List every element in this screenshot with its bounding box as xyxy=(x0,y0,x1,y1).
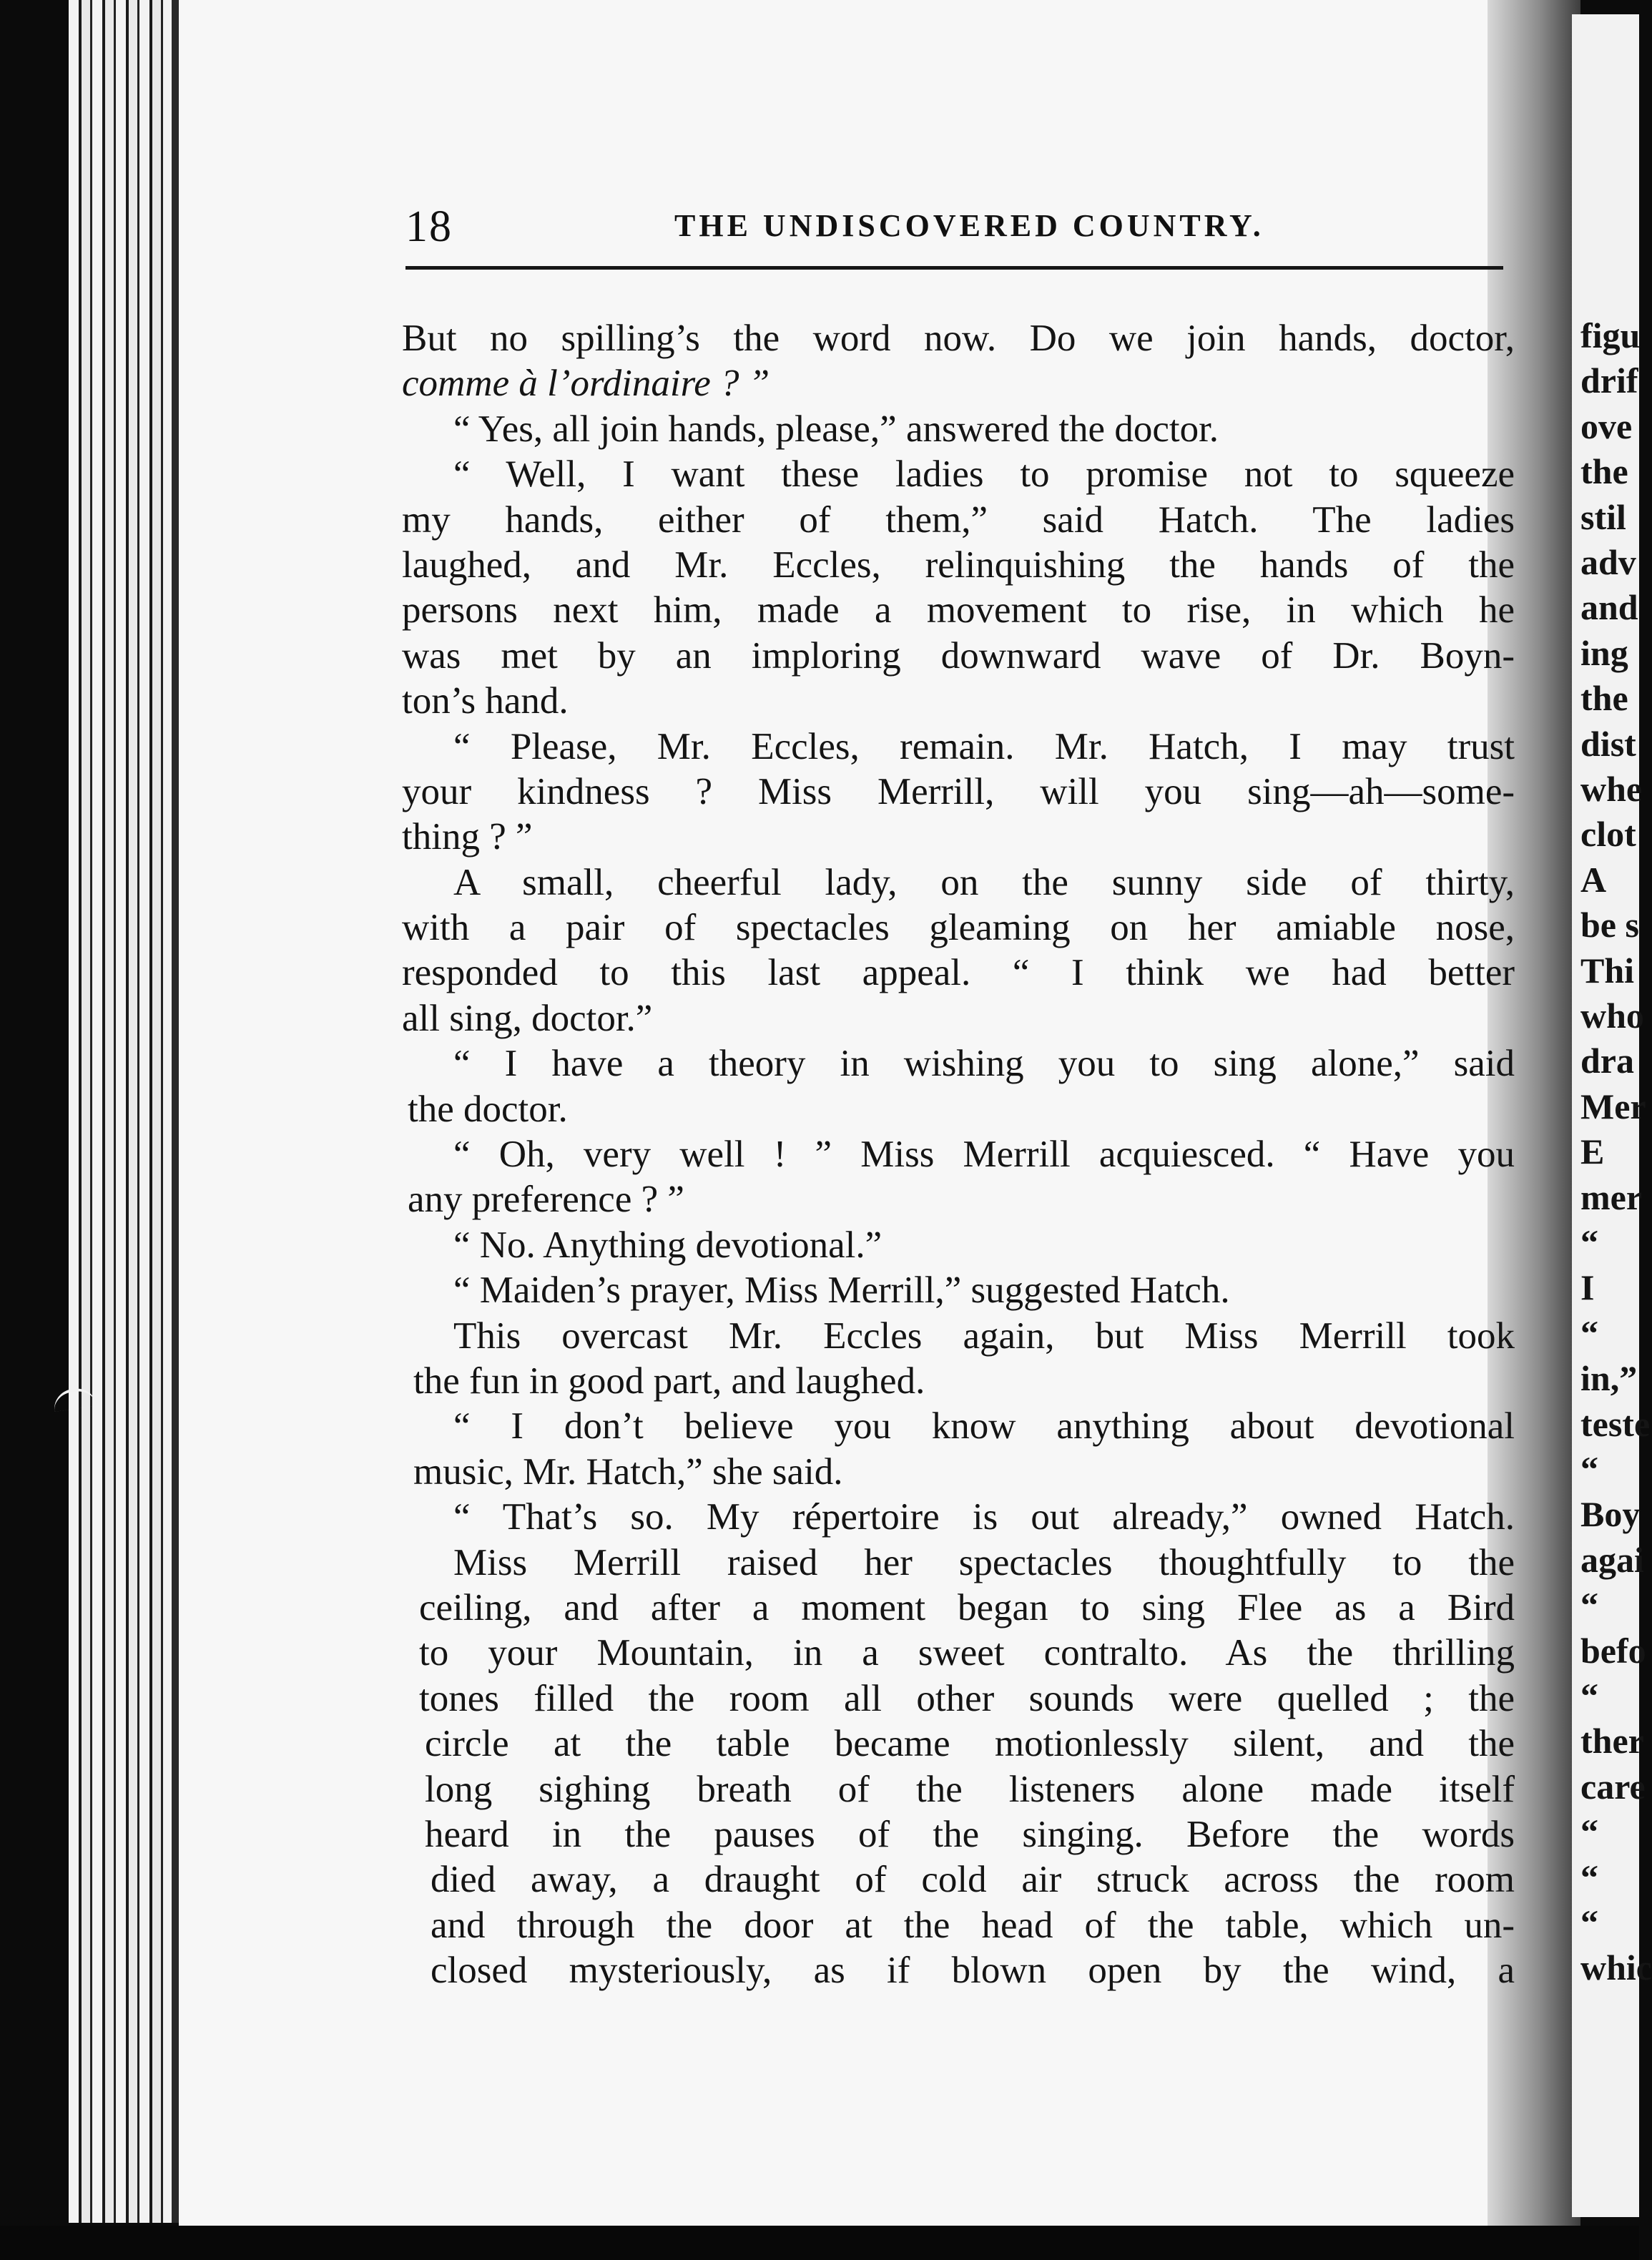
text-line: laughed, and Mr. Eccles, relinquishing the hands of the xyxy=(402,544,1515,586)
text-line: any preference ? ” xyxy=(408,1179,684,1221)
facing-page-fragment: and xyxy=(1580,587,1638,628)
facing-page-fragment: “ xyxy=(1580,1585,1598,1626)
facing-page-fragment: I xyxy=(1580,1267,1595,1308)
text-line: ceiling, and after a moment began to sing Flee as a Bird xyxy=(419,1586,1515,1628)
facing-page-fragment: “ xyxy=(1580,1902,1598,1942)
page-number: 18 xyxy=(405,202,453,251)
header-rule xyxy=(405,266,1503,270)
text-line: Miss Merrill raised her spectacles thoughtfully to the xyxy=(453,1541,1515,1583)
text-line: all sing, doctor.” xyxy=(402,997,653,1039)
facing-page-fragment: dist xyxy=(1580,723,1636,764)
facing-page xyxy=(1572,14,1652,2217)
facing-page-fragment: the xyxy=(1580,451,1628,492)
text-line: persons next him, made a movement to rise, in which he xyxy=(402,589,1515,632)
facing-page-fragment: “ xyxy=(1580,1857,1598,1897)
text-line: to your Mountain, in a sweet contralto. As the thrilling xyxy=(419,1632,1515,1674)
facing-page-fragment: care xyxy=(1580,1766,1646,1807)
text-line: “ Oh, very well ! ” Miss Merrill acquiesced. “ Have you xyxy=(453,1134,1515,1176)
text-line: “ No. Anything devotional.” xyxy=(453,1224,882,1266)
text-line: your kindness ? Miss Merrill, will you sing—ah—some- xyxy=(402,770,1515,812)
text-line: “ I don’t believe you know anything about devotional xyxy=(453,1405,1515,1448)
facing-page-fragment: agai xyxy=(1580,1539,1644,1580)
text-line: my hands, either of them,” said Hatch. The ladies xyxy=(402,498,1515,541)
text-line: and through the door at the head of the table, which un- xyxy=(431,1904,1515,1946)
facing-page-fragment: “ xyxy=(1580,1449,1598,1489)
text-line: music, Mr. Hatch,” she said. xyxy=(413,1450,843,1493)
running-title: THE UNDISCOVERED COUNTRY. xyxy=(674,208,1264,243)
text-line: “ Maiden’s prayer, Miss Merrill,” suggested Hatch. xyxy=(453,1269,1230,1312)
facing-page-fragment: in,” xyxy=(1580,1358,1638,1399)
text-line: tones filled the room all other sounds were quelled ; the xyxy=(419,1677,1515,1719)
facing-page-fragment: figu xyxy=(1580,315,1641,355)
facing-page-fragment: “ xyxy=(1580,1812,1598,1852)
facing-page-fragment: stil xyxy=(1580,496,1626,537)
text-line: ton’s hand. xyxy=(402,680,569,722)
facing-page-fragment: “ xyxy=(1580,1676,1598,1716)
scan-bottom-edge xyxy=(0,2226,1639,2260)
text-line: the doctor. xyxy=(408,1088,568,1130)
text-line: died away, a draught of cold air struck across the room xyxy=(431,1859,1515,1901)
body-text xyxy=(402,316,1515,1993)
text-line: was met by an imploring downward wave of Dr. Boyn- xyxy=(402,634,1515,677)
italic-phrase: comme à l’ordinaire ? ” xyxy=(402,363,770,405)
facing-page-fragment: whe xyxy=(1580,769,1643,809)
text-line: long sighing breath of the listeners alone made itself xyxy=(425,1768,1515,1810)
facing-page-fragment: ove xyxy=(1580,406,1633,446)
facing-page-fragment: Thi xyxy=(1580,950,1635,991)
facing-page-fragment: ing xyxy=(1580,632,1628,673)
facing-page-fragment: drif xyxy=(1580,360,1638,401)
text-line: responded to this last appeal. “ I think we had better xyxy=(402,952,1515,994)
facing-page-fragment: clot xyxy=(1580,814,1636,855)
facing-page-fragment: befo xyxy=(1580,1630,1646,1671)
facing-page-fragment: A xyxy=(1580,859,1607,900)
facing-page-fragment: who xyxy=(1580,996,1644,1036)
facing-page-fragment: mer xyxy=(1580,1176,1643,1217)
facing-page-fragment: Boy xyxy=(1580,1494,1641,1535)
text-line: “ Yes, all join hands, please,” answered the doctor. xyxy=(453,408,1219,450)
text-line: But no spilling’s the word now. Do we join hands, doctor, xyxy=(402,318,1515,359)
facing-page-fragment: adv xyxy=(1580,542,1636,582)
facing-page-fragment: the xyxy=(1580,678,1628,719)
text-line: A small, cheerful lady, on the sunny side of thirty, xyxy=(453,861,1515,903)
facing-page-fragment: “ xyxy=(1580,1222,1598,1262)
text-line: the fun in good part, and laughed. xyxy=(413,1360,925,1402)
facing-page-fragment: E xyxy=(1580,1131,1605,1172)
text-line: with a pair of spectacles gleaming on her amiable nose, xyxy=(402,907,1515,949)
text-line: closed mysteriously, as if blown open by the wind, a xyxy=(431,1950,1515,1992)
text-line: “ I have a theory in wishing you to sing alone,” said xyxy=(453,1043,1515,1085)
page-header xyxy=(405,202,1503,273)
text-line: “ Please, Mr. Eccles, remain. Mr. Hatch, I may trust xyxy=(453,725,1515,767)
facing-page-fragment: be s xyxy=(1580,905,1639,945)
facing-page-fragment: Mer xyxy=(1580,1086,1646,1126)
facing-page-fragment: ther xyxy=(1580,1721,1644,1762)
facing-page-fragment: “ xyxy=(1580,1312,1598,1353)
facing-page-fragment: teste xyxy=(1580,1403,1651,1444)
text-line xyxy=(402,361,1515,406)
text-line: “ Well, I want these ladies to promise not to squeeze xyxy=(453,453,1515,496)
facing-page-fragment: whic xyxy=(1580,1947,1652,1988)
text-line: heard in the pauses of the singing. Before the words xyxy=(425,1813,1515,1855)
text-line: thing ? ” xyxy=(402,816,533,858)
text-line: “ That’s so. My répertoire is out already,” owned Hatch. xyxy=(453,1496,1515,1538)
facing-page-fragment: dra xyxy=(1580,1041,1634,1081)
text-line: circle at the table became motionlessly silent, and the xyxy=(425,1723,1515,1765)
text-line: This overcast Mr. Eccles again, but Miss Merrill took xyxy=(453,1315,1515,1357)
book-binding-edges xyxy=(69,0,179,2223)
